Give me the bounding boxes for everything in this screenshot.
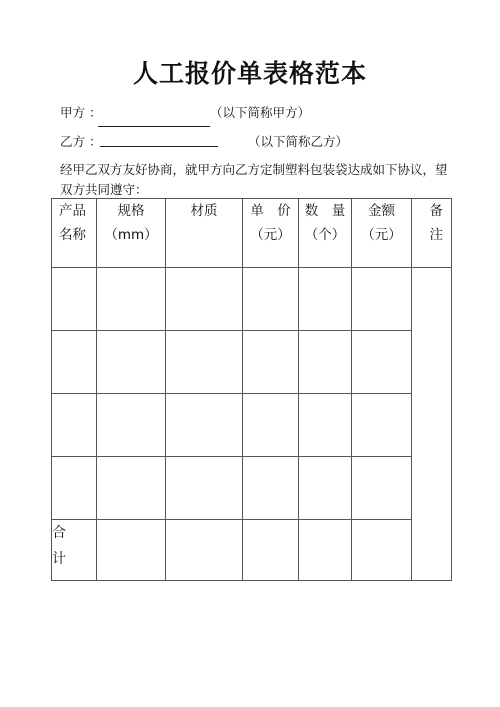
total-cell[interactable] — [243, 520, 299, 581]
party-a-label: 甲方 ： — [60, 105, 102, 120]
page-title: 人工报价单表格范本 — [132, 59, 367, 88]
table-cell[interactable] — [166, 331, 243, 394]
table-cell[interactable] — [52, 457, 97, 520]
table-cell[interactable] — [97, 394, 166, 457]
party-a-suffix: （以下简称甲方） — [210, 105, 311, 120]
table-row — [52, 331, 452, 394]
table-cell[interactable] — [299, 331, 352, 394]
table-cell[interactable] — [166, 457, 243, 520]
table-row — [52, 268, 452, 331]
table-cell[interactable] — [166, 394, 243, 457]
header-remarks: 备 注 — [412, 199, 452, 268]
total-cell[interactable] — [299, 520, 352, 581]
table-cell[interactable] — [52, 268, 97, 331]
quote-table — [51, 198, 452, 581]
table-cell[interactable] — [243, 457, 299, 520]
table-cell[interactable] — [352, 394, 412, 457]
table-cell[interactable] — [52, 331, 97, 394]
table-row — [52, 457, 452, 520]
total-cell[interactable] — [97, 520, 166, 581]
total-label: 合 计 — [52, 520, 97, 581]
total-cell[interactable] — [166, 520, 243, 581]
header-material: 材质 — [166, 199, 243, 268]
table-cell[interactable] — [299, 394, 352, 457]
table-cell[interactable] — [299, 268, 352, 331]
agreement-intro: 经甲乙双方友好协商，就甲方向乙方定制塑料包装袋达成如下协议，望双方共同遵守： — [60, 162, 448, 197]
total-cell[interactable] — [352, 520, 412, 581]
party-b-label: 乙方 ： — [60, 134, 102, 149]
party-b-field[interactable] — [100, 146, 218, 147]
table-row — [52, 394, 452, 457]
table-cell[interactable] — [97, 268, 166, 331]
table-cell[interactable] — [352, 331, 412, 394]
header-unit-price: 单 价 （元） — [243, 199, 299, 268]
header-amount: 金额 （元） — [352, 199, 412, 268]
table-cell[interactable] — [97, 331, 166, 394]
table-cell[interactable] — [52, 394, 97, 457]
table-cell[interactable] — [243, 331, 299, 394]
header-product-name: 产品 名称 — [52, 199, 97, 268]
header-quantity: 数 量 （个） — [299, 199, 352, 268]
table-cell[interactable] — [166, 268, 243, 331]
party-a-field[interactable] — [98, 126, 210, 127]
table-header-row — [52, 199, 452, 268]
table-cell[interactable] — [243, 268, 299, 331]
table-cell[interactable] — [97, 457, 166, 520]
total-row — [52, 520, 452, 581]
header-spec: 规格 （mm） — [97, 199, 166, 268]
table-cell[interactable] — [299, 457, 352, 520]
table-cell[interactable] — [352, 457, 412, 520]
remarks-cell[interactable] — [412, 268, 452, 581]
table-cell[interactable] — [352, 268, 412, 331]
party-b-suffix: （以下简称乙方） — [248, 134, 349, 149]
table-cell[interactable] — [243, 394, 299, 457]
